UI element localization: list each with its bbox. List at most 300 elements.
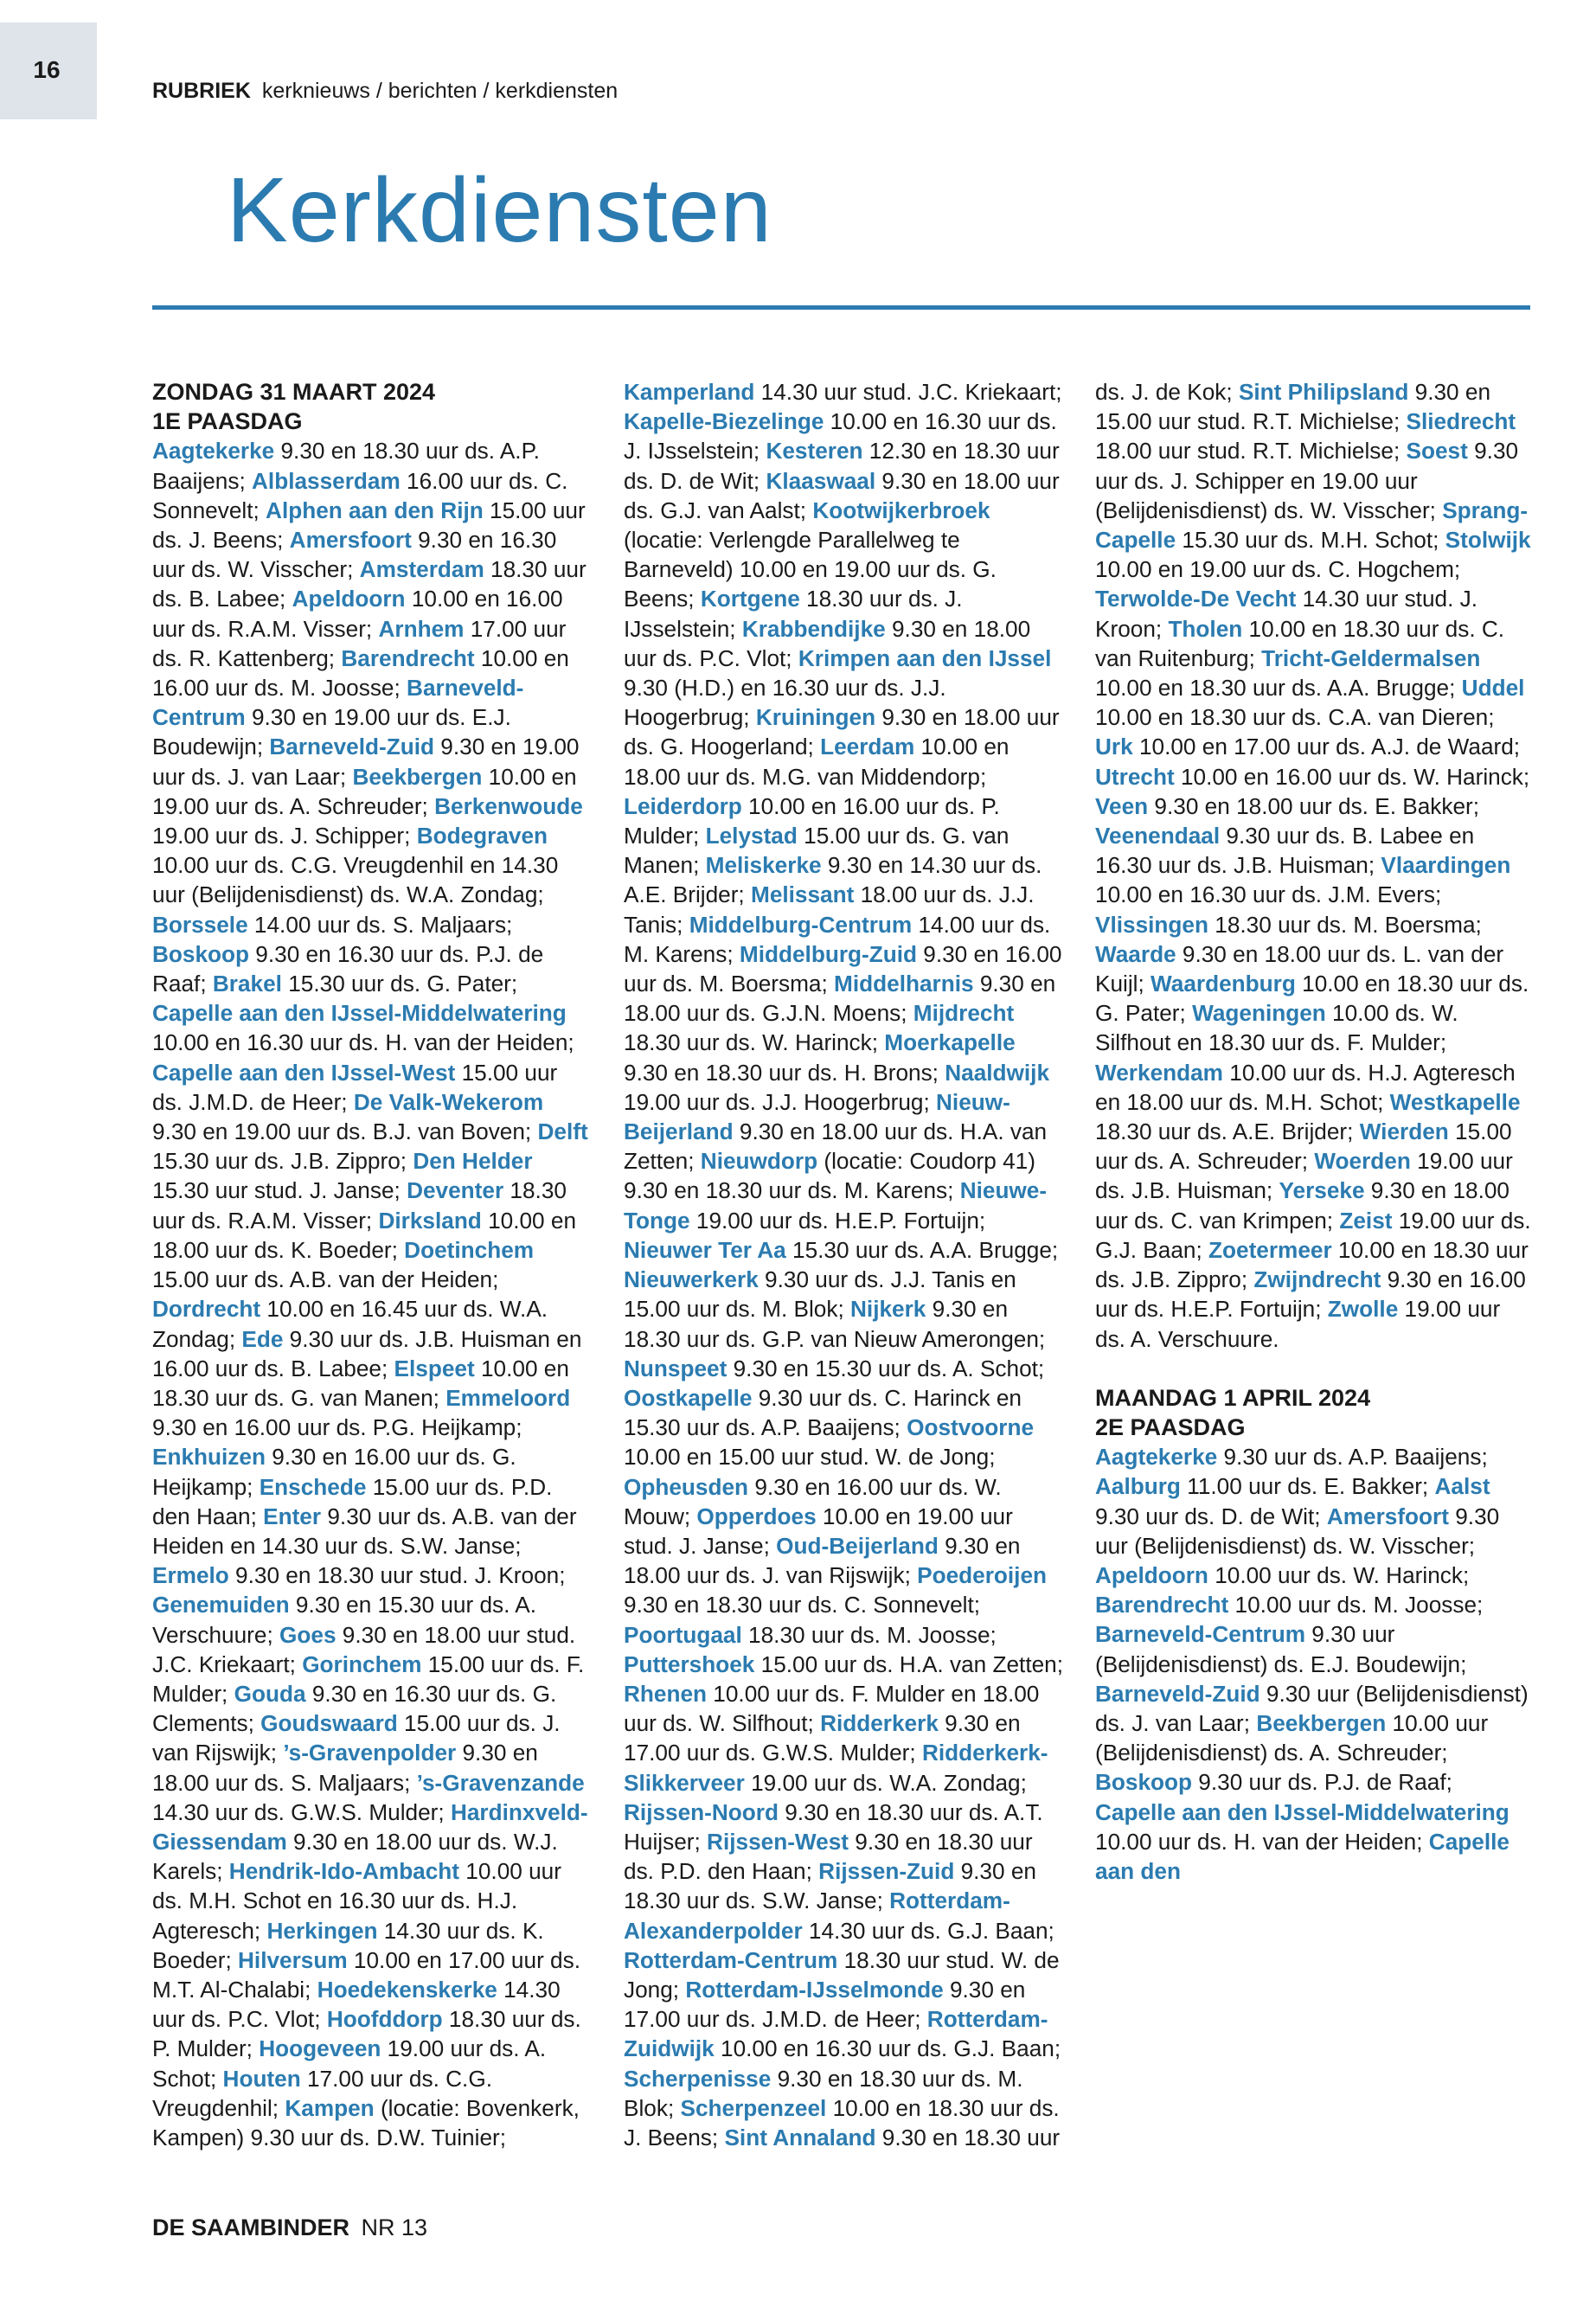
church-location: Sint Philipsland xyxy=(1238,379,1409,405)
service-entry xyxy=(1095,1473,1435,1499)
church-location: Amsterdam xyxy=(359,556,484,583)
service-entry xyxy=(152,912,512,938)
service-details: 10.00 en 19.00 uur ds. C. Hogchem; xyxy=(1095,556,1461,583)
service-details: (locatie: Bovenkerk, Kampen) 9.30 uur ds. D.W. Tuinier; xyxy=(152,2094,580,2150)
church-location: Ridderkerk-Slikkerveer xyxy=(624,1740,1048,1796)
church-location: Enschede xyxy=(259,1473,367,1500)
service-entry xyxy=(1095,1444,1488,1470)
church-location: Enkhuizen xyxy=(152,1444,266,1471)
church-location: Herkingen xyxy=(266,1917,378,1944)
service-entry xyxy=(1095,793,1479,819)
service-details: 9.30 en 16.30 uur ds. G. Clements; xyxy=(152,1680,557,1737)
church-location: Scherpenzeel xyxy=(680,2094,827,2121)
church-location: Berkenwoude xyxy=(434,792,583,819)
church-location: Hoogeveen xyxy=(259,2035,381,2062)
service-details: 9.30 en 18.00 uur ds. G. Hoogerland; xyxy=(624,704,1060,760)
church-location: Hoedekenskerke xyxy=(317,1976,497,2003)
service-details: (locatie: Coudorp 41) 9.30 en 18.30 uur ds. M. Karens; xyxy=(624,1148,1035,1204)
sunday-subtitle: 1E PAASDAG xyxy=(152,408,303,435)
service-details: 15.00 uur ds. P.D. den Haan; xyxy=(152,1473,553,1529)
church-location: Aalburg xyxy=(1095,1473,1181,1500)
service-details: 14.00 uur ds. M. Karens; xyxy=(624,911,1051,967)
service-details: 18.00 uur ds. J.J. Tanis; xyxy=(624,881,1035,938)
service-details: 14.30 uur ds. P.C. Vlot; xyxy=(152,1976,561,2033)
church-location: Mijdrecht xyxy=(913,1000,1015,1027)
service-details: 10.00 en 16.00 uur ds. M. Joosse; xyxy=(152,644,569,702)
church-location: Barendrecht xyxy=(341,644,475,671)
church-location: Urk xyxy=(1095,734,1133,760)
church-location: Nieuw-Beijerland xyxy=(624,1088,1010,1145)
church-location: Veen xyxy=(1095,792,1149,819)
service-details: 10.00 en 16.30 uur ds. J.M. Evers; xyxy=(1095,881,1442,908)
service-details: 9.30 en 16.00 uur ds. W. Mouw; xyxy=(624,1473,1002,1529)
service-details: 9.30 en 18.30 uur ds. J. de Kok; xyxy=(875,379,1239,2150)
rubriek-header xyxy=(152,79,618,104)
church-location: Terwolde-De Vecht xyxy=(1095,586,1297,612)
church-location: Gouda xyxy=(234,1680,306,1707)
church-location: Middelburg-Zuid xyxy=(739,940,917,967)
church-location: Goes xyxy=(279,1621,337,1648)
church-location: Hoofddorp xyxy=(326,2006,443,2033)
service-details: 14.00 uur ds. S. Maljaars; xyxy=(247,911,513,938)
service-details: 15.00 uur ds. A.B. van der Heiden; xyxy=(152,1266,499,1293)
page-title: Kerkdiensten xyxy=(227,159,772,261)
church-location: Alphen aan den Rijn xyxy=(266,497,484,523)
service-details: 9.30 uur ds. J. Schipper en 19.00 uur (Belijdenisdienst) ds. W. Visscher; xyxy=(1095,438,1519,523)
church-location: Kesteren xyxy=(766,438,863,465)
service-details: 19.00 uur ds. A. Verschuure. xyxy=(1095,1296,1501,1352)
church-location: Rotterdam-Zuidwijk xyxy=(624,2006,1048,2062)
service-details: 14.30 uur ds. K. Boeder; xyxy=(152,1917,544,1973)
service-details: 9.30 en 18.30 uur ds. A.P. Baaijens; xyxy=(152,438,540,494)
monday-subtitle: 2E PAASDAG xyxy=(1095,1413,1246,1440)
service-details: 15.30 uur stud. J. Janse; xyxy=(152,1177,407,1204)
church-location: Kortgene xyxy=(700,586,800,612)
service-entry xyxy=(152,1000,574,1055)
service-details: 10.00 en 16.30 uur ds. H. van der Heiden; xyxy=(152,1029,574,1056)
service-details: 15.00 uur ds. J. Beens; xyxy=(152,497,586,554)
service-details: 9.30 en 16.00 uur ds. H.E.P. Fortuijn; xyxy=(1095,1266,1526,1323)
church-location: Krabbendijke xyxy=(741,615,886,642)
church-location: Nieuwerkerk xyxy=(624,1266,759,1293)
service-entry xyxy=(1095,764,1529,790)
church-location: Leiderdorp xyxy=(624,792,742,819)
service-details: 10.00 en 18.30 uur ds. C.A. van Dieren; xyxy=(1095,704,1495,731)
church-location: Hilversum xyxy=(238,1946,348,1973)
service-details: 10.00 en 18.00 uur ds. K. Boeder; xyxy=(152,1207,577,1263)
church-location: Wierden xyxy=(1359,1118,1449,1145)
church-location: Alblasserdam xyxy=(252,467,401,494)
service-details: 9.30 en 16.30 uur ds. P.J. de Raaf; xyxy=(152,940,544,997)
service-details: 15.00 uur ds. J.M.D. de Heer; xyxy=(152,1059,558,1115)
church-location: Barneveld-Centrum xyxy=(1095,1621,1306,1648)
service-details: 9.30 en 18.30 uur ds. P.D. den Haan; xyxy=(624,1828,1033,1885)
service-details: 10.00 uur ds. M. Joosse; xyxy=(1228,1592,1484,1618)
church-location: Soest xyxy=(1406,438,1468,465)
service-details: 9.30 en 19.00 uur ds. E.J. Boudewijn; xyxy=(152,704,511,760)
service-details: 12.30 en 18.30 uur ds. D. de Wit; xyxy=(624,438,1060,494)
service-entry xyxy=(624,1356,1044,1381)
service-details: 9.30 en 15.00 uur stud. R.T. Michielse; xyxy=(1095,379,1491,435)
church-location: Houten xyxy=(222,2065,301,2092)
church-location: Moerkapelle xyxy=(884,1029,1016,1056)
church-location: Hendrik-Ido-Ambacht xyxy=(228,1858,460,1885)
church-location: Barneveld-Zuid xyxy=(1095,1680,1260,1707)
service-entry xyxy=(624,379,1062,405)
church-location: Beekbergen xyxy=(1256,1709,1387,1736)
service-details: 9.30 uur (Belijdenisdienst) ds. J. van Laar; xyxy=(1095,1680,1529,1736)
service-details: 10.00 en 18.30 uur ds. C. van Ruitenburg; xyxy=(1095,615,1505,671)
church-location: Naaldwijk xyxy=(945,1059,1050,1086)
service-details: 10.00 uur ds. W. Harinck; xyxy=(1208,1561,1470,1588)
service-details: 10.00 ds. W. Silfhout en 18.30 uur ds. F. Mulder; xyxy=(1095,1000,1458,1056)
church-location: Rijssen-West xyxy=(707,1828,849,1855)
church-location: Rotterdam-Alexanderpolder xyxy=(624,1888,1010,1944)
church-location: Vlaardingen xyxy=(1381,852,1511,879)
church-location: Kapelle-Biezelinge xyxy=(624,408,824,435)
church-location: Yerseke xyxy=(1279,1177,1365,1204)
service-details: 18.30 uur ds. P. Mulder; xyxy=(152,2006,581,2062)
service-details: (locatie: Verlengde Parallelweg te Barneveld) 10.00 en 19.00 uur ds. G. Beens; xyxy=(624,527,997,612)
service-details: 9.30 en 18.30 uur ds. C. Sonnevelt; xyxy=(624,1592,981,1618)
church-location: Utrecht xyxy=(1095,763,1175,790)
church-location: Zwijndrecht xyxy=(1253,1266,1381,1293)
church-location: Puttershoek xyxy=(624,1650,755,1677)
service-details: 15.30 uur ds. A.A. Brugge; xyxy=(785,1236,1059,1263)
church-location: Leerdam xyxy=(820,734,915,760)
church-location: Dirksland xyxy=(378,1207,482,1234)
service-details: 9.30 en 17.00 uur ds. G.W.S. Mulder; xyxy=(624,1710,1021,1766)
church-location: Dordrecht xyxy=(152,1296,261,1323)
church-location: Klaaswaal xyxy=(766,467,876,494)
service-details: 10.00 uur (Belijdenisdienst) ds. A. Schreuder; xyxy=(1095,1709,1489,1766)
service-details: 9.30 uur ds. C. Harinck en 15.30 uur ds. A.P. Baaijens; xyxy=(624,1384,1022,1441)
service-details: 19.00 uur ds. J.J. Hoogerbrug; xyxy=(624,1088,937,1115)
church-location: Tricht-Geldermalsen xyxy=(1261,644,1481,671)
service-details: 9.30 en 18.00 uur ds. J. van Rijswijk; xyxy=(624,1532,1021,1589)
service-details: 9.30 en 16.00 uur ds. M. Boersma; xyxy=(624,940,1062,997)
service-details: 19.00 uur ds. J.B. Huisman; xyxy=(1095,1148,1513,1204)
service-details: 10.00 en 15.00 uur stud. W. de Jong; xyxy=(624,1444,996,1471)
church-location: Beekbergen xyxy=(352,763,483,790)
church-location: Tholen xyxy=(1168,615,1243,642)
church-location: Boskoop xyxy=(152,940,250,967)
service-details: 9.30 uur ds. J.J. Tanis en 15.00 uur ds. M. Blok; xyxy=(624,1266,1016,1323)
service-details: 19.00 uur ds. G.J. Baan; xyxy=(1095,1207,1531,1263)
service-details: 9.30 en 19.00 uur ds. J. van Laar; xyxy=(152,734,580,790)
service-details: 18.30 uur ds. M. Boersma; xyxy=(1208,911,1482,938)
service-details: 10.00 uur ds. F. Mulder en 18.00 uur ds. W. Silfhout; xyxy=(624,1680,1040,1737)
service-details: 14.30 uur stud. J. Kroon; xyxy=(1095,586,1477,642)
church-location: Melissant xyxy=(751,881,855,908)
church-location: Gorinchem xyxy=(302,1650,422,1677)
service-details: 9.30 en 18.30 uur ds. G.P. van Nieuw Amerongen; xyxy=(624,1296,1046,1352)
service-details: 9.30 en 16.00 uur ds. G. Heijkamp; xyxy=(152,1444,516,1500)
church-location: Oostvoorne xyxy=(907,1414,1035,1441)
service-details: 10.00 en 16.30 uur ds. J. IJsselstein; xyxy=(624,408,1057,465)
service-details: 9.30 en 18.00 uur ds. C. van Krimpen; xyxy=(1095,1177,1509,1234)
church-location: Elspeet xyxy=(394,1355,475,1381)
church-location: Ermelo xyxy=(152,1562,229,1589)
service-details: 18.30 uur ds. J. IJsselstein; xyxy=(624,586,963,642)
service-details: 9.30 en 17.00 uur ds. J.M.D. de Heer; xyxy=(624,1976,1026,2033)
church-location: Zeist xyxy=(1339,1207,1393,1234)
church-location: Goudswaard xyxy=(260,1710,398,1737)
church-location: Capelle aan den IJssel-Middelwatering xyxy=(1095,1798,1509,1825)
church-location: Oud-Beijerland xyxy=(776,1532,939,1559)
service-details: 9.30 en 18.00 uur ds. H.A. van Zetten; xyxy=(624,1118,1048,1175)
service-details: 9.30 uur ds. D. de Wit; xyxy=(1095,1503,1327,1529)
church-location: Apeldoorn xyxy=(1095,1561,1208,1588)
church-location: Stolwijk xyxy=(1445,527,1531,554)
church-location: Aagtekerke xyxy=(1095,1444,1218,1471)
sunday-service-list xyxy=(152,377,1536,2159)
church-location: Uddel xyxy=(1461,675,1525,702)
service-details: 18.30 uur ds. R.A.M. Visser; xyxy=(152,1177,567,1234)
service-details: 15.00 uur ds. H.A. van Zetten; xyxy=(754,1650,1063,1677)
service-details: 9.30 en 16.30 uur ds. W. Visscher; xyxy=(152,527,557,583)
church-location: Barneveld-Zuid xyxy=(269,734,435,760)
service-details: 17.00 uur ds. R. Kattenberg; xyxy=(152,615,567,671)
service-details: 10.00 en 18.30 uur ds. J.B. Zippro; xyxy=(1095,1236,1529,1293)
church-location: Werkendam xyxy=(1095,1059,1223,1086)
church-location: Woerden xyxy=(1314,1148,1411,1175)
service-details: 9.30 uur ds. B. Labee en 16.30 uur ds. J.B. Huisman; xyxy=(1095,823,1475,879)
service-details: 9.30 en 18.30 uur ds. S.W. Janse; xyxy=(624,1858,1036,1914)
service-details: 9.30 uur (Belijdenisdienst) ds. W. Visscher; xyxy=(1095,1503,1500,1559)
service-details: 15.00 uur ds. A. Schreuder; xyxy=(1095,1118,1512,1175)
service-details: 18.00 uur stud. R.T. Michielse; xyxy=(1095,438,1407,465)
service-details: 9.30 en 18.00 uur ds. E. Bakker; xyxy=(1148,792,1480,819)
church-location: Rijssen-Zuid xyxy=(818,1858,955,1885)
church-location: Nijkerk xyxy=(850,1296,926,1323)
service-details: 9.30 en 18.00 uur ds. P.C. Vlot; xyxy=(624,615,1031,671)
service-entry xyxy=(1095,1621,1466,1676)
church-location: ’s-Gravenzande xyxy=(416,1769,585,1796)
church-location: Rotterdam-Centrum xyxy=(624,1946,838,1973)
sunday-heading xyxy=(152,377,593,436)
church-location: Opheusden xyxy=(624,1473,749,1500)
footer xyxy=(152,2214,427,2241)
church-location: Apeldoorn xyxy=(292,586,406,612)
service-details: 15.00 uur ds. F. Mulder; xyxy=(152,1650,585,1707)
publication-name: DE SAAMBINDER xyxy=(152,2214,350,2240)
church-location: Nieuwe-Tonge xyxy=(624,1177,1048,1234)
monday-heading xyxy=(1095,1383,1536,1442)
service-details: 10.00 en 18.30 uur ds. G. Pater; xyxy=(1095,971,1529,1027)
monday-service-list xyxy=(1095,1442,1536,1886)
church-location: De Valk-Wekerom xyxy=(353,1088,544,1115)
service-details: 10.00 en 16.00 uur ds. W. Harinck; xyxy=(1174,763,1530,790)
church-location: Lelystad xyxy=(705,823,798,849)
church-location: Kootwijkerbroek xyxy=(812,497,990,523)
service-details: 9.30 en 18.00 uur stud. J.C. Kriekaart; xyxy=(152,1621,576,1677)
church-location: Boskoop xyxy=(1095,1769,1193,1796)
service-details: 9.30 en 18.00 uur ds. S. Maljaars; xyxy=(152,1740,538,1796)
church-location: Vlissingen xyxy=(1095,911,1208,938)
church-location: Hardinxveld-Giessendam xyxy=(152,1798,588,1855)
issue-number: NR 13 xyxy=(361,2214,428,2240)
service-entry xyxy=(624,1237,1058,1263)
service-details: 10.00 en 18.30 uur ds. A.A. Brugge; xyxy=(1095,675,1462,702)
service-details: 9.30 uur (Belijdenisdienst) ds. E.J. Boudewijn; xyxy=(1095,1621,1467,1677)
service-entry xyxy=(624,1622,997,1648)
church-location: Genemuiden xyxy=(152,1592,290,1618)
church-location: Deventer xyxy=(407,1177,504,1204)
church-location: Zwolle xyxy=(1327,1296,1399,1323)
church-location: Amersfoort xyxy=(289,527,412,554)
service-details: 10.00 uur ds. H. van der Heiden; xyxy=(1095,1828,1429,1855)
service-details: 10.00 uur ds. H.J. Agteresch en 18.00 uur ds. M.H. Schot; xyxy=(1095,1059,1516,1115)
service-details: 10.00 en 18.30 uur ds. G. van Manen; xyxy=(152,1355,569,1411)
service-details: 15.30 uur ds. G. Pater; xyxy=(281,971,518,997)
service-details: 18.30 uur stud. W. de Jong; xyxy=(624,1946,1060,2003)
church-location: Capelle aan den IJssel-Middelwatering xyxy=(152,1000,567,1027)
church-location: Sprang-Capelle xyxy=(1095,497,1529,554)
page-number: 16 xyxy=(33,56,61,83)
church-location: Capelle aan den xyxy=(1095,1828,1509,1884)
service-entry xyxy=(1095,1769,1452,1795)
church-location: Veenendaal xyxy=(1095,823,1221,849)
church-location: Barendrecht xyxy=(1095,1592,1229,1618)
church-location: Waarde xyxy=(1095,940,1176,967)
church-location: Wageningen xyxy=(1192,1000,1326,1027)
church-location: Poederoijen xyxy=(917,1562,1048,1589)
church-location: Kruiningen xyxy=(755,704,876,731)
church-location: Amersfoort xyxy=(1326,1503,1449,1529)
service-details: 18.30 uur ds. W. Harinck; xyxy=(624,1029,885,1056)
church-location: Ede xyxy=(241,1325,284,1352)
service-details: 9.30 en 18.30 uur ds. M. Blok; xyxy=(624,2065,1023,2121)
service-details: 17.00 uur ds. C.G. Vreugdenhil; xyxy=(152,2065,492,2121)
service-details: 10.00 en 18.30 uur ds. J. Beens; xyxy=(624,2094,1060,2150)
service-details: 10.00 en 16.00 uur ds. R.A.M. Visser; xyxy=(152,586,563,642)
church-location: Brakel xyxy=(212,971,282,997)
church-location: Oostkapelle xyxy=(624,1384,753,1411)
church-location: Bodegraven xyxy=(416,823,548,849)
church-location: Delft xyxy=(537,1118,588,1145)
church-location: Scherpenisse xyxy=(624,2065,772,2092)
service-entry xyxy=(152,1562,566,1588)
service-entry xyxy=(1095,734,1520,760)
service-entry xyxy=(624,1651,1063,1677)
church-location: Waardenburg xyxy=(1151,971,1296,997)
service-entry xyxy=(213,971,517,997)
service-details: 9.30 en 18.00 uur ds. G.J.N. Moens; xyxy=(624,971,1056,1027)
service-details: 10.00 uur ds. C.G. Vreugdenhil en 14.30 uur (Belijdenisdienst) ds. W.A. Zondag; xyxy=(152,852,559,908)
service-details: 14.30 uur ds. G.W.S. Mulder; xyxy=(152,1798,451,1825)
service-details: 14.30 uur stud. J.C. Kriekaart; xyxy=(754,379,1062,405)
church-location: Middelburg-Centrum xyxy=(689,911,913,938)
church-location: Nieuwer Ter Aa xyxy=(624,1236,786,1263)
church-location: ’s-Gravenpolder xyxy=(283,1740,457,1766)
church-location: Aagtekerke xyxy=(152,438,275,465)
service-details: 9.30 en 18.30 uur ds. H. Brons; xyxy=(624,1059,945,1086)
church-location: Westkapelle xyxy=(1389,1088,1521,1115)
church-location: Doetinchem xyxy=(404,1236,535,1263)
service-details: 16.00 uur ds. C. Sonnevelt; xyxy=(152,467,568,523)
church-location: Poortugaal xyxy=(624,1621,742,1648)
church-location: Zoetermeer xyxy=(1208,1236,1332,1263)
service-details: 15.00 uur ds. G. van Manen; xyxy=(624,823,1010,879)
service-entry xyxy=(1095,1562,1469,1588)
service-details: 11.00 uur ds. E. Bakker; xyxy=(1180,1473,1435,1500)
church-location: Kamperland xyxy=(624,379,755,405)
church-location: Rotterdam-IJsselmonde xyxy=(685,1976,944,2003)
church-location: Arnhem xyxy=(378,615,465,642)
rubriek-label: RUBRIEK xyxy=(152,79,251,103)
church-location: Kampen xyxy=(285,2094,375,2121)
service-details: 9.30 en 15.30 uur ds. A. Verschuure; xyxy=(152,1592,536,1648)
church-location: Nieuwdorp xyxy=(700,1148,818,1175)
church-location: Emmeloord xyxy=(445,1384,571,1411)
service-details: 9.30 uur ds. P.J. de Raaf; xyxy=(1192,1769,1452,1796)
church-location: Middelharnis xyxy=(834,971,974,997)
service-details: 9.30 (H.D.) en 16.30 uur ds. J.J. Hoogerbrug; xyxy=(624,675,946,731)
service-details: 9.30 en 18.30 uur stud. J. Kroon; xyxy=(228,1562,566,1589)
church-location: Enter xyxy=(263,1503,322,1529)
church-location: Sliedrecht xyxy=(1406,408,1516,435)
service-details: 9.30 en 18.30 uur ds. A.T. Huijser; xyxy=(624,1798,1043,1855)
service-details: 10.00 en 19.00 uur ds. A. Schreuder; xyxy=(152,763,577,819)
monday-date: MAANDAG 1 APRIL 2024 xyxy=(1095,1384,1371,1411)
service-details: 19.00 uur ds. H.E.P. Fortuijn; xyxy=(689,1207,986,1234)
service-details: 10.00 en 16.30 uur ds. G.J. Baan; xyxy=(714,2035,1061,2062)
church-location: Borssele xyxy=(152,911,248,938)
service-details: 19.00 uur ds. J. Schipper; xyxy=(152,823,417,849)
service-details: 9.30 en 18.00 uur ds. G.J. van Aalst; xyxy=(624,467,1060,523)
church-location: Krimpen aan den IJssel xyxy=(798,644,1052,671)
service-details: 9.30 en 16.00 uur ds. P.G. Heijkamp; xyxy=(152,1414,522,1441)
service-details: 10.00 en 16.00 uur ds. P. Mulder; xyxy=(624,792,1000,849)
service-details: 9.30 en 18.00 uur ds. L. van der Kuijl; xyxy=(1095,940,1504,997)
service-details: 10.00 en 17.00 uur ds. M.T. Al-Chalabi; xyxy=(152,1946,580,2003)
service-details: 15.00 uur ds. J. van Rijswijk; xyxy=(152,1710,561,1766)
service-details: 9.30 en 18.00 uur ds. W.J. Karels; xyxy=(152,1828,558,1885)
page-number-box xyxy=(0,22,97,119)
service-details: 10.00 en 17.00 uur ds. A.J. de Waard; xyxy=(1132,734,1521,760)
service-details: 9.30 en 19.00 uur ds. B.J. van Boven; xyxy=(152,1118,538,1145)
service-details: 10.00 en 18.00 uur ds. M.G. van Middendorp; xyxy=(624,734,1010,790)
rubriek-path: kerknieuws / berichten / kerkdiensten xyxy=(261,79,619,103)
service-details: 15.30 uur ds. M.H. Schot; xyxy=(1176,527,1445,554)
service-details: 18.30 uur ds. A.E. Brijder; xyxy=(1095,1118,1360,1145)
church-location: Sint Annaland xyxy=(724,2124,876,2150)
church-location: Nunspeet xyxy=(624,1355,727,1381)
service-details: 9.30 uur ds. J.B. Huisman en 16.00 uur ds. B. Labee; xyxy=(152,1325,582,1381)
church-location: Ridderkerk xyxy=(820,1710,939,1737)
church-location: Den Helder xyxy=(413,1148,533,1175)
service-details: 10.00 uur ds. M.H. Schot en 16.30 uur ds. H.J. Agteresch; xyxy=(152,1858,561,1944)
church-location: Aalst xyxy=(1434,1473,1490,1500)
church-location: Barneveld-Centrum xyxy=(152,675,524,731)
service-details: 14.30 uur ds. G.J. Baan; xyxy=(802,1917,1054,1944)
service-details: 19.00 uur ds. A. Schot; xyxy=(152,2035,547,2092)
church-location: Capelle aan den IJssel-West xyxy=(152,1059,456,1086)
church-location: Rhenen xyxy=(624,1680,708,1707)
service-details: 19.00 uur ds. W.A. Zondag; xyxy=(744,1769,1027,1796)
service-entry xyxy=(1095,1592,1483,1618)
service-details: 10.00 en 19.00 uur stud. J. Janse; xyxy=(624,1503,1013,1559)
church-location: Rijssen-Noord xyxy=(624,1798,779,1825)
service-details: 9.30 en 15.30 uur ds. A. Schot; xyxy=(727,1355,1045,1381)
title-divider xyxy=(152,305,1530,310)
service-details: 18.30 uur ds. B. Labee; xyxy=(152,556,586,612)
service-details: 9.30 uur ds. A.B. van der Heiden en 14.30 uur ds. S.W. Janse; xyxy=(152,1503,577,1559)
church-location: Meliskerke xyxy=(705,852,822,879)
service-entry xyxy=(1095,912,1482,938)
service-details: 10.00 en 16.45 uur ds. W.A. Zondag; xyxy=(152,1296,548,1352)
